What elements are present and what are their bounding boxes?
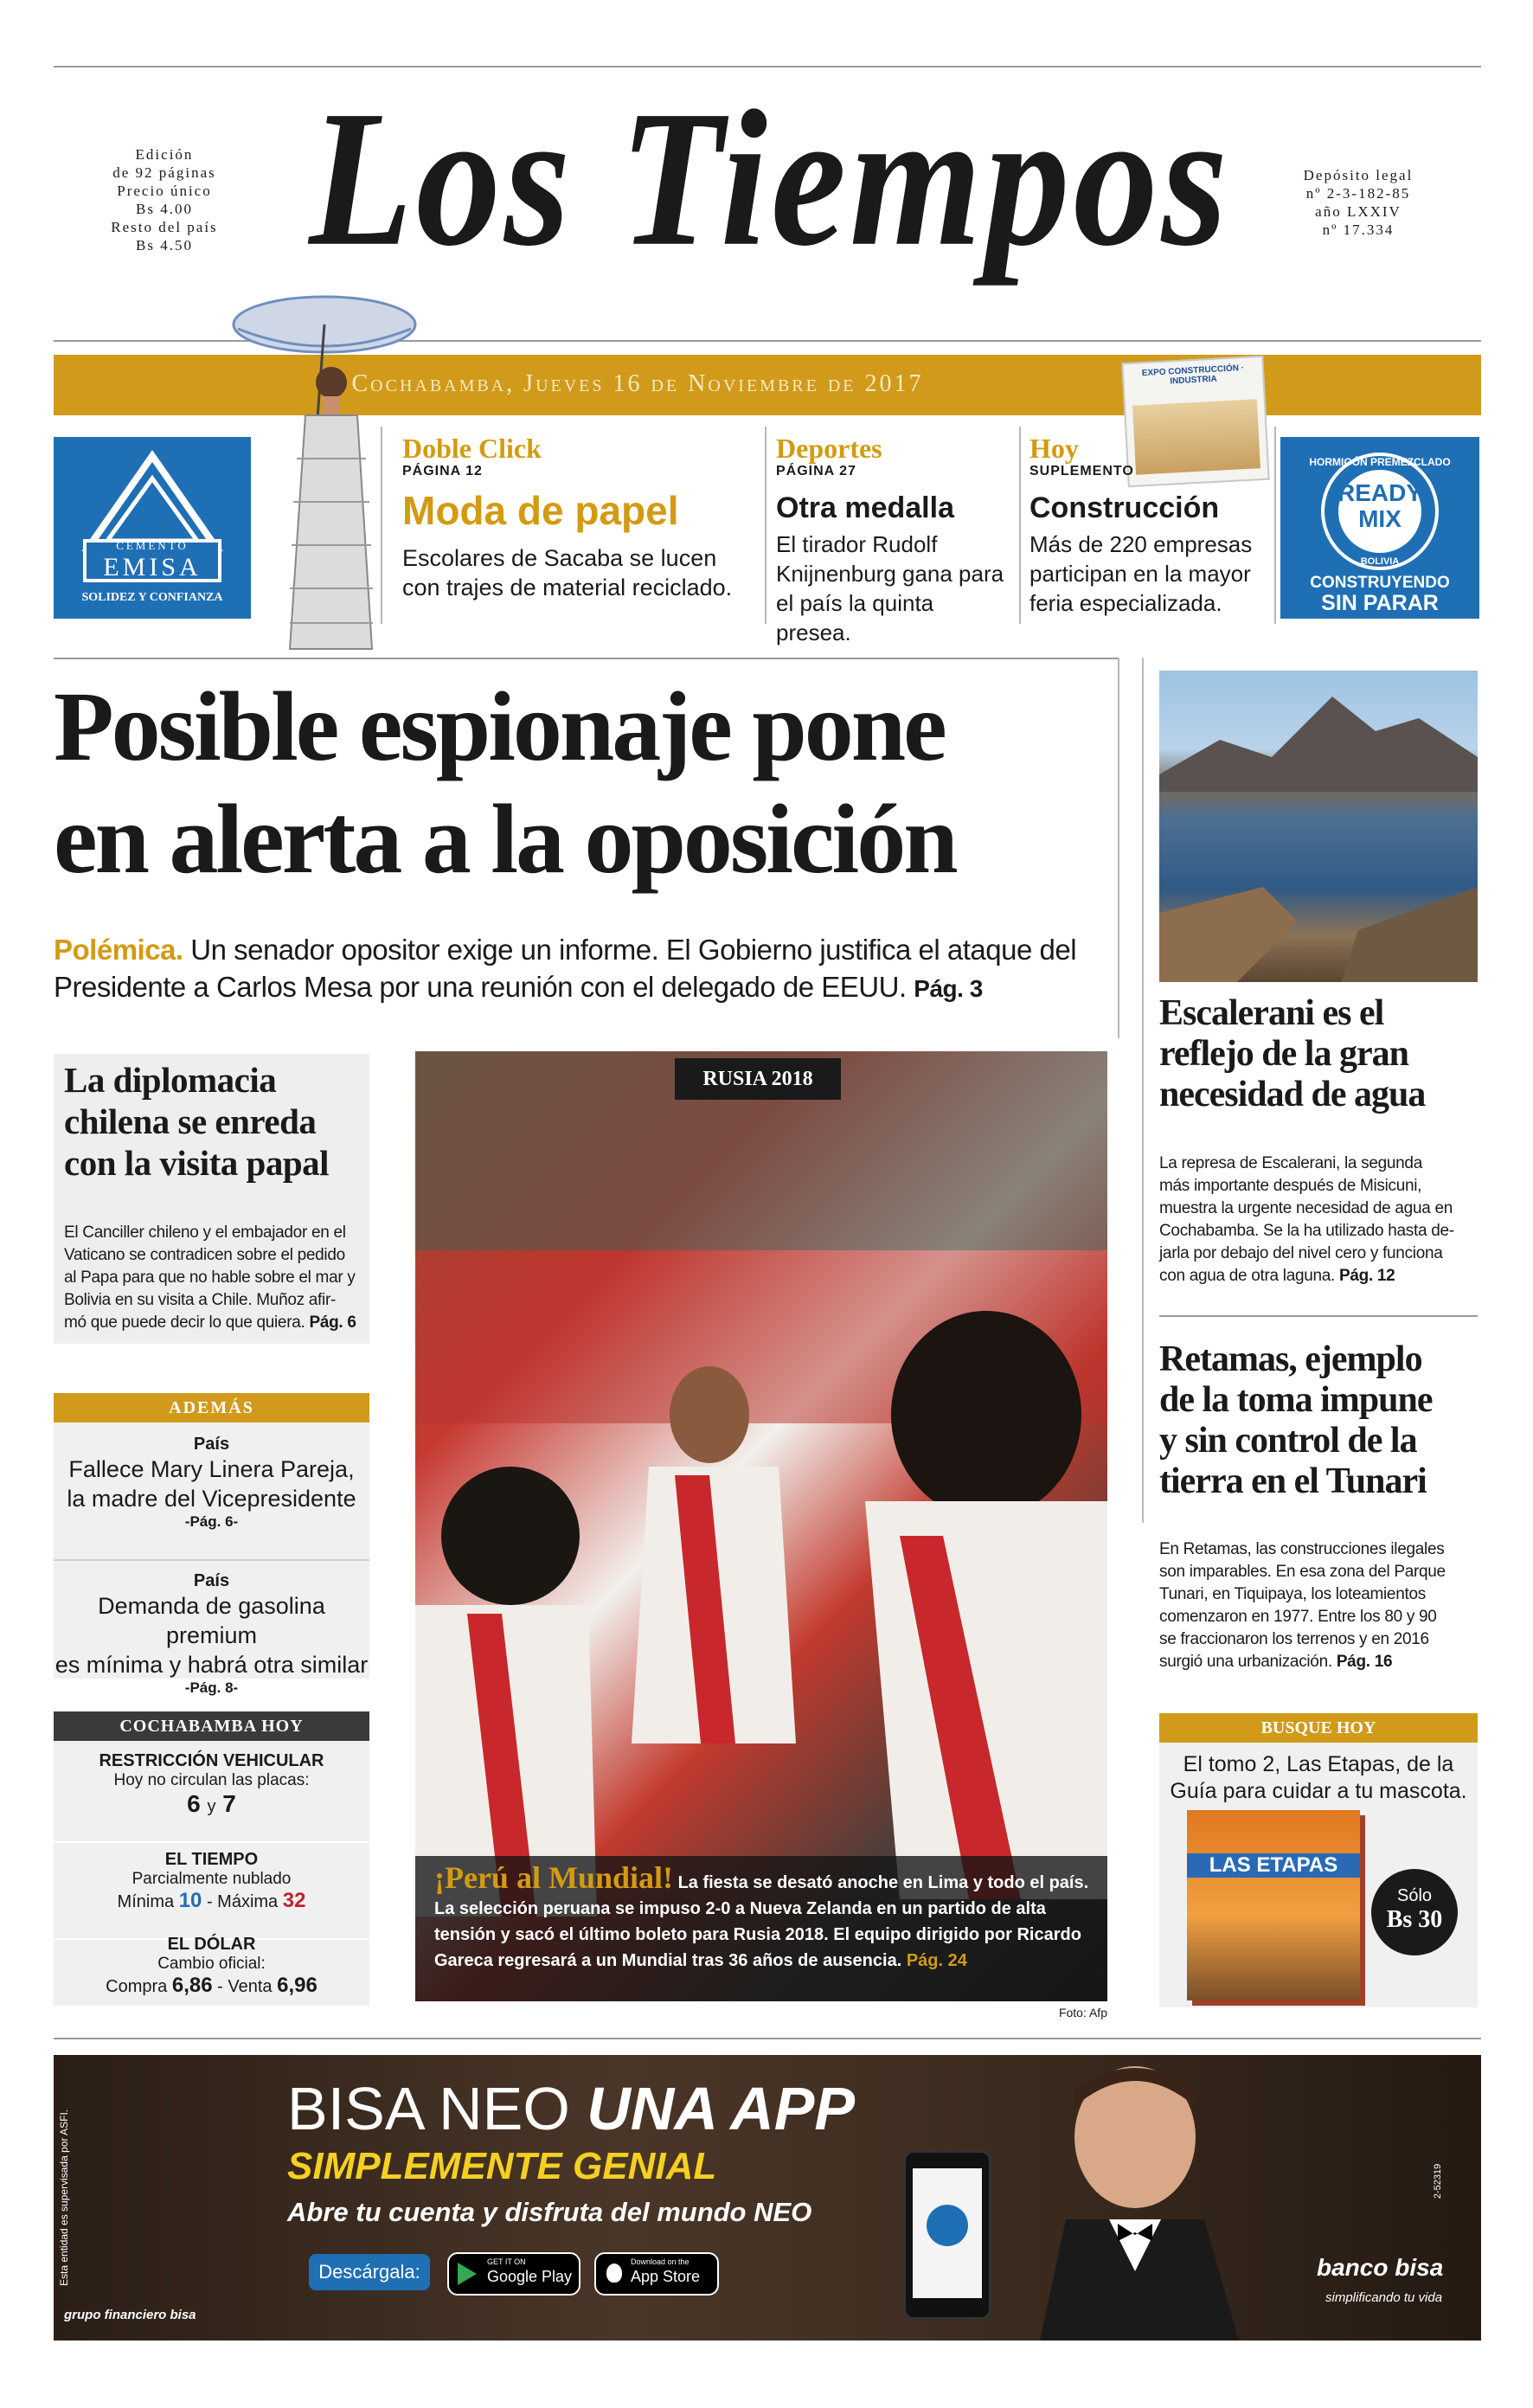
escalerani-body <box>1159 1153 1478 1287</box>
rusia-caption-text: La fiesta se desató anoche en Lima y todo el país. La selección peruana se impuso 2-0 a Nueva Zelanda en un partido de alta tensión y sacó el último boleto para Rusia 2018. El equipo dirigido por Ricardo Gareca regresará a un Mundial tras 36 años de ausencia. <box>434 1873 1089 1970</box>
readymix-line2: MIX <box>1358 505 1402 532</box>
ademas-line: es mínima y habrá otra similar <box>55 1652 369 1678</box>
compra-value: 6,86 <box>171 1974 213 1997</box>
retamas-body <box>1159 1538 1478 1673</box>
supplement-cover-label: EXPO CONSTRUCCIÓN · INDUSTRIA <box>1141 363 1245 387</box>
readymix-ad[interactable] <box>1280 437 1479 619</box>
teaser-headline: Construcción <box>1029 491 1220 524</box>
google-play-icon <box>458 2263 477 2285</box>
main-page-ref[interactable]: Pág. 3 <box>914 975 983 1002</box>
max-value: 32 <box>282 1889 306 1912</box>
body-line: Cochabamba. Se la ha utilizado hasta de- <box>1159 1222 1454 1240</box>
teaser-section: Hoy <box>1029 433 1079 464</box>
legal-line: nº 2-3-182-85 <box>1305 185 1411 202</box>
paper-dress-girl-photo <box>229 286 420 658</box>
main-headline[interactable] <box>54 671 1118 896</box>
teaser-headline: Moda de papel <box>402 488 679 533</box>
retamas-headline[interactable] <box>1159 1339 1478 1502</box>
readymix-tag1: CONSTRUYENDO <box>1310 574 1450 592</box>
diplomacia-headline <box>64 1059 367 1184</box>
edition-line: Precio único <box>117 183 212 199</box>
column-rule <box>381 427 382 624</box>
ad-code: 2-52319 <box>1433 2163 1444 2199</box>
bisa-line3: Abre tu cuenta y disfruta del mundo NEO <box>287 2197 812 2227</box>
diplomacia-box[interactable] <box>54 1054 369 1344</box>
pet-guide-book <box>1187 1810 1360 2000</box>
ademas-box <box>54 1393 369 1696</box>
body-line: Bolivia en su visita a Chile. Muñoz afir- <box>64 1291 337 1309</box>
bisa-slogan: simplificando tu vida <box>1325 2290 1443 2305</box>
headline-line: La diplomacia <box>64 1060 277 1100</box>
max-label: Máxima <box>217 1892 279 1911</box>
compra-label: Compra <box>106 1977 168 1996</box>
asfi-vertical-text: Esta entidad es supervisada por ASFI. <box>58 2109 70 2286</box>
teaser-headline: Otra medalla <box>776 491 954 524</box>
busque-hoy-text <box>1159 1751 1478 1805</box>
body-line: al Papa para que no hable sobre el mar y <box>64 1268 356 1287</box>
column-rule <box>1142 658 1144 1523</box>
main-deck-text: Un senador opositor exige un informe. El Gobierno justifica el ataque del Presidente a Carlos Mesa por una reunión con el delegado de EEUU. <box>54 934 1077 1003</box>
dolar-block: EL DÓLAR Cambio oficial: Compra 6,86 - Venta 6,96 <box>54 1935 369 1998</box>
ademas-label: ADEMÁS <box>54 1393 369 1422</box>
main-headline-line: Posible espionaje pone <box>54 671 945 781</box>
busque-line: Guía para cuidar a tu mascota. <box>1170 1779 1467 1803</box>
bisa-line2: SIMPLEMENTE GENIAL <box>287 2145 717 2187</box>
ademas-section: País <box>193 1571 230 1590</box>
body-line: se fraccionaron los terrenos y en 2016 <box>1159 1630 1429 1648</box>
ademas-line: Demanda de gasolina premium <box>98 1593 325 1648</box>
newspaper-logo: Los Tiempos <box>309 70 1231 287</box>
column-rule <box>765 427 766 624</box>
legal-info <box>1272 166 1445 239</box>
bisa-neo-phone-icon <box>903 2150 991 2320</box>
teaser-text: Escolares de Sacaba se lucen con trajes de material reciclado. <box>402 545 733 600</box>
escalerani-photo[interactable] <box>1159 671 1478 982</box>
divider <box>54 1559 369 1561</box>
ademas-section: País <box>193 1435 230 1454</box>
teaser-section: Doble Click <box>402 433 542 464</box>
bisa-line1a: BISA NEO <box>287 2075 570 2142</box>
app-store-big: App Store <box>631 2268 701 2285</box>
presenter-man-photo <box>988 2055 1273 2341</box>
ademas-ref: -Pág. 6- <box>184 1513 239 1530</box>
body-line: La represa de Escalerani, la segunda <box>1159 1154 1422 1172</box>
teaser-text: Más de 220 empresas participan en la mayor feria especializada. <box>1029 531 1253 616</box>
body-line: comenzaron en 1977. Entre los 80 y 90 <box>1159 1608 1437 1626</box>
photo-credit: Foto: Afp <box>1058 2006 1107 2020</box>
emisa-top-text: CEMENTO <box>116 539 189 552</box>
main-headline-line: en alerta a la oposición <box>54 784 956 894</box>
busque-hoy-box[interactable] <box>1159 1713 1478 2007</box>
headline-line: Escalerani es el <box>1159 993 1384 1033</box>
body-line: Vaticano se contradicen sobre el pedido <box>64 1246 345 1264</box>
lake-illustration <box>1159 671 1478 982</box>
body-line: jarla por debajo del nivel cero y funciona <box>1159 1244 1443 1262</box>
download-button[interactable] <box>309 2254 430 2290</box>
bisa-neo-ad[interactable] <box>54 2055 1481 2341</box>
ademas-item[interactable] <box>54 1435 369 1531</box>
headline-line: chilena se enreda <box>64 1101 317 1141</box>
dolar-title: EL DÓLAR <box>167 1935 256 1954</box>
readymix-line1: READY <box>1337 479 1422 506</box>
tiempo-text: Parcialmente nublado <box>131 1870 292 1888</box>
plate-b: 7 <box>222 1790 236 1817</box>
busque-line: El tomo 2, Las Etapas, de la <box>1183 1752 1454 1776</box>
section-rule <box>1159 1315 1478 1317</box>
headline-line: reflejo de la gran <box>1159 1034 1408 1074</box>
body-line: con agua de otra laguna. <box>1159 1267 1336 1285</box>
edition-line: Resto del país <box>111 219 218 235</box>
grupo-bisa-logo: grupo financiero bisa <box>64 2308 196 2322</box>
divider <box>54 1841 369 1843</box>
ademas-line: Fallece Mary Linera Pareja, <box>68 1456 355 1482</box>
page-ref[interactable]: Pág. 6 <box>309 1313 356 1332</box>
rusia-page-ref[interactable]: Pág. 24 <box>906 1951 967 1970</box>
plate-a: 6 <box>187 1790 201 1817</box>
diplomacia-body <box>64 1222 367 1334</box>
price-label: Sólo <box>1396 1886 1433 1905</box>
headline-line: necesidad de agua <box>1159 1075 1426 1114</box>
body-line: muestra la urgente necesidad de agua en <box>1159 1199 1453 1217</box>
dolar-text: Cambio oficial: <box>157 1955 266 1973</box>
section-rule <box>54 658 1119 659</box>
legal-line: año LXXIV <box>1315 203 1402 220</box>
page-ref[interactable]: Pág. 16 <box>1336 1653 1393 1671</box>
body-line: En Retamas, las construcciones ilegales <box>1159 1540 1445 1558</box>
legal-line: Depósito legal <box>1303 167 1414 183</box>
teaser-page: PÁGINA 27 <box>776 464 856 478</box>
min-label: Mínima <box>117 1892 175 1911</box>
teaser-section: Deportes <box>776 433 882 464</box>
busque-hoy-label: BUSQUE HOY <box>1159 1713 1478 1743</box>
venta-value: 6,96 <box>277 1974 318 1997</box>
tiempo-title: EL TIEMPO <box>164 1850 259 1869</box>
headline-line: Retamas, ejemplo <box>1159 1339 1422 1379</box>
teaser-text: El tirador Rudolf Knijnenburg gana para el país la quinta presea. <box>776 531 1004 645</box>
emisa-brand: EMISA <box>103 553 202 581</box>
edition-info <box>78 145 251 254</box>
google-play-small: GET IT ON <box>487 2257 526 2266</box>
page-ref[interactable]: Pág. 12 <box>1339 1267 1395 1285</box>
apple-icon <box>606 2264 622 2283</box>
escalerani-headline[interactable] <box>1159 993 1478 1115</box>
rusia-caption <box>434 1860 1092 1974</box>
price-badge <box>1371 1869 1458 1955</box>
edition-line: Edición <box>135 146 194 163</box>
banco-bisa-logo: banco bisa <box>1317 2254 1444 2281</box>
date-line: Cochabamba, Jueves 16 de Noviembre de 2017 <box>351 370 924 397</box>
readymix-tag2: SIN PARAR <box>1321 591 1439 615</box>
body-line: El Canciller chileno y el embajador en el <box>64 1223 346 1242</box>
cochabamba-hoy-label: COCHABAMBA HOY <box>54 1711 369 1741</box>
app-store-button[interactable] <box>594 2252 719 2296</box>
teaser-page: SUPLEMENTO <box>1029 464 1134 478</box>
cochabamba-hoy-box <box>54 1711 369 2006</box>
restriccion-title: RESTRICCIÓN VEHICULAR <box>99 1751 324 1770</box>
teaser-doble-click[interactable] <box>402 433 757 602</box>
column-rule <box>1274 427 1276 624</box>
body-line: Tunari, en Tiquipaya, los loteamientos <box>1159 1585 1426 1603</box>
venta-label: Venta <box>228 1977 273 1996</box>
headline-line: tierra en el Tunari <box>1159 1461 1427 1501</box>
bisa-line1b: UNA APP <box>587 2075 856 2142</box>
book-title: LAS ETAPAS <box>1187 1853 1360 1878</box>
restriccion-block <box>54 1751 369 1818</box>
app-store-small: Download on the <box>631 2257 690 2266</box>
bottom-rule <box>54 2038 1481 2039</box>
column-rule <box>1019 427 1021 624</box>
plate-y: y <box>207 1797 216 1816</box>
ademas-ref: -Pág. 8- <box>184 1679 239 1696</box>
ademas-line: la madre del Vicepresidente <box>67 1486 356 1512</box>
tiempo-block: EL TIEMPO Parcialmente nublado Mínima 10 - Máxima 32 <box>54 1850 369 1913</box>
body-line: mó que puede decir lo que quiera. <box>64 1313 305 1332</box>
readymix-country: BOLIVIA <box>1360 556 1400 567</box>
bisa-headline <box>287 2074 855 2143</box>
min-value: 10 <box>178 1889 202 1912</box>
body-line: surgió una urbanización. <box>1159 1653 1332 1671</box>
peru-celebration-photo[interactable] <box>415 1051 1107 2001</box>
teaser-deportes[interactable] <box>776 433 1014 647</box>
edition-line: de 92 páginas <box>112 164 216 181</box>
headline-line: con la visita papal <box>64 1143 330 1183</box>
ademas-item[interactable] <box>54 1571 369 1697</box>
main-kicker: Polémica. <box>54 934 183 966</box>
emisa-tagline: SOLIDEZ Y CONFIANZA <box>81 591 223 604</box>
rusia-kicker: ¡Perú al Mundial! <box>434 1860 673 1895</box>
edition-line: Bs 4.00 <box>136 201 193 217</box>
headline-line: y sin control de la <box>1159 1421 1417 1461</box>
main-deck <box>54 931 1118 1007</box>
teaser-hoy[interactable] <box>1029 433 1263 618</box>
rusia-tag: RUSIA 2018 <box>675 1058 841 1100</box>
readymix-arc-text: HORMIGÓN PREMEZCLADO <box>1309 456 1451 468</box>
column-rule <box>1118 658 1119 1038</box>
restriccion-text: Hoy no circulan las placas: <box>113 1771 310 1789</box>
body-line: son imparables. En esa zona del Parque <box>1159 1563 1446 1581</box>
headline-line: de la toma impune <box>1159 1380 1433 1420</box>
emisa-ad[interactable] <box>54 437 251 619</box>
download-label: Descárgala: <box>318 2261 420 2283</box>
google-play-big: Google Play <box>487 2268 573 2285</box>
google-play-button[interactable] <box>447 2252 580 2296</box>
price-value: Bs 30 <box>1386 1906 1443 1933</box>
body-line: más importante después de Misicuni, <box>1159 1177 1422 1195</box>
edition-line: Bs 4.50 <box>136 237 193 254</box>
teaser-page: PÁGINA 12 <box>402 464 483 478</box>
legal-line: nº 17.334 <box>1322 222 1395 238</box>
